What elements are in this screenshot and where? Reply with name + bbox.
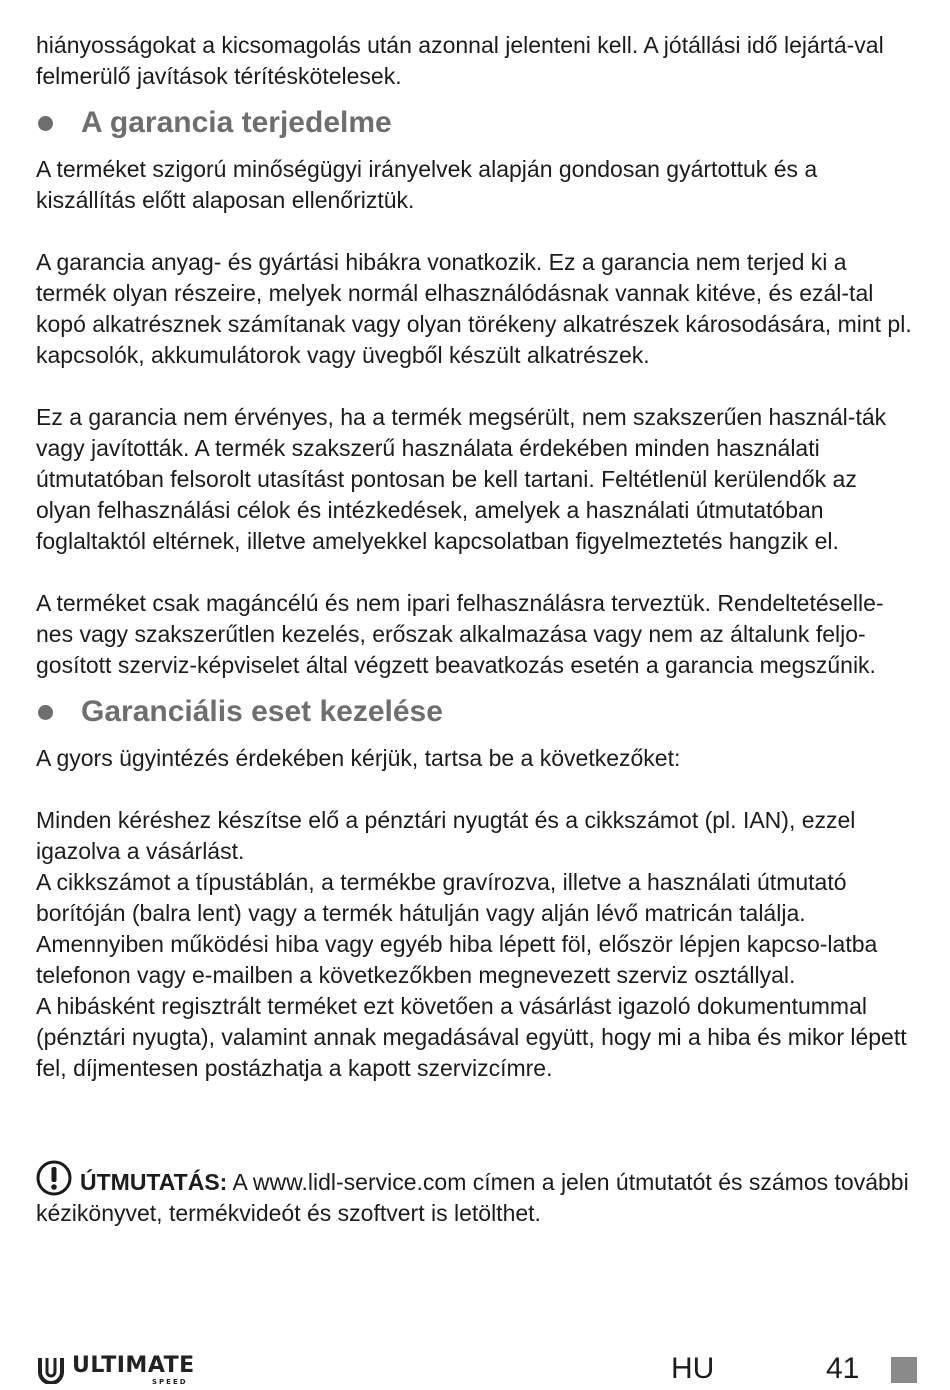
paragraph: A gyors ügyintézés érdekében kérjük, tartsa be a következőket: [36, 745, 681, 771]
section-heading-warranty-claim [36, 681, 918, 743]
section-heading-text: Garanciális eset kezelése [81, 695, 443, 728]
paragraph: A terméket csak magáncélú és nem ipari felhasználásra terveztük. Rendeltetéselle-nes vagy szakszerűtlen kezelés, erőszak alkalmazása vagy nem az általunk feljo-gosított szerviz-képviselet által végzett beavatkozás esetén a garancia megszűnik. [36, 590, 884, 678]
paragraph: Minden kéréshez készítse elő a pénztári nyugtát és a cikkszámot (pl. IAN), ezzel igazolva a vásárlást. [36, 807, 856, 864]
brand-logo [36, 1354, 195, 1389]
note-label: ÚTMUTATÁS: [80, 1169, 228, 1195]
paragraph: Amennyiben működési hiba vagy egyéb hiba lépett föl, először lépjen kapcso-latba telefonon vagy e-mailben a következőkben megnevezett szerviz osztállyal. [36, 931, 878, 988]
section-heading-warranty-scope [36, 92, 918, 154]
bullet-icon [38, 116, 53, 131]
exclamation-circle-icon [36, 1160, 72, 1196]
brand-name: ULTIMATE [72, 1353, 195, 1378]
brand-logo-icon [36, 1354, 66, 1389]
note-text: A www.lidl-service.com címen a jelen útmutatót és számos további kézikönyvet, termékvideót és szoftvert is letölthet. [36, 1169, 909, 1226]
section-heading-text: A garancia terjedelme [81, 106, 392, 139]
paragraph: A garancia anyag- és gyártási hibákra vonatkozik. Ez a garancia nem terjed ki a termék olyan részeire, melyek normál elhasználódásnak vannak kitéve, és ezál-tal kopó alkatrésznek számítanak vagy olyan törékeny alkatrészek károsodására, mint pl. kapcsolók, akkumulátorok vagy üvegből készült alkatrészek. [36, 249, 912, 368]
paragraph: Ez a garancia nem érvényes, ha a termék megsérült, nem szakszerűen használ-ták vagy javították. A termék szakszerű használata érdekében minden használati útmutatóban felsorolt utasítást pontosan be kell tartani. Feltétlenül kerülendők az olyan felhasználási célok és intézkedések, amelyek a használati útmutatóban foglaltaktól eltérnek, illetve amelyekkel kapcsolatban figyelmeztetés hangzik el. [36, 404, 887, 554]
page-footer [0, 1350, 950, 1390]
note-paragraph [36, 1160, 918, 1229]
page-marker-square [891, 1357, 917, 1383]
brand-subtitle: SPEED [152, 1378, 188, 1386]
paragraph: A cikkszámot a típustáblán, a termékbe gravírozva, illetve a használati útmutató borítóján (balra lent) vagy a termék hátulján vagy alján lévő matricán találja. [36, 869, 847, 926]
intro-paragraph: hiányosságokat a kicsomagolás után azonnal jelenteni kell. A jótállási idő lejártá-val felmerülő javítások térítéskötelesek. [36, 32, 884, 89]
bullet-icon [38, 705, 53, 720]
paragraph: A hibásként regisztrált terméket ezt követően a vásárlást igazoló dokumentummal (pénztári nyugta), valamint annak megadásával együtt, hogy mi a hiba és mikor lépett fel, díjmentesen postázhatja a kapott szervizcímre. [36, 993, 907, 1081]
language-code: HU [671, 1352, 715, 1385]
paragraph: A terméket szigorú minőségügyi irányelvek alapján gondosan gyártottuk és a kiszállítás előtt alaposan ellenőriztük. [36, 156, 818, 213]
page-number: 41 [826, 1352, 860, 1385]
document-body [36, 30, 918, 1229]
